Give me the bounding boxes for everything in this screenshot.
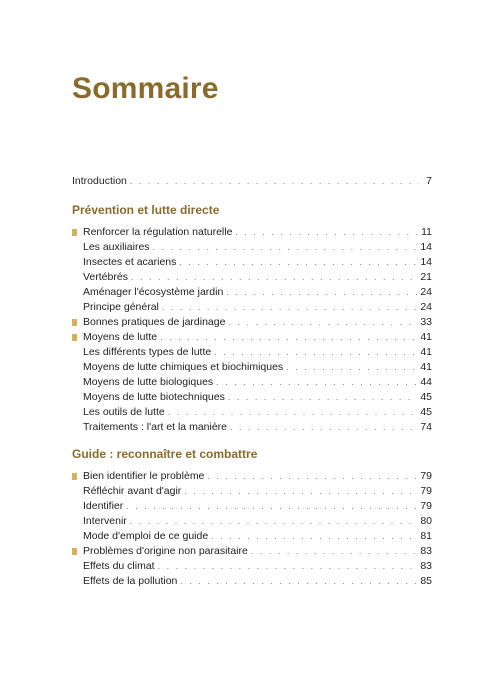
toc-entry-page: 83 bbox=[420, 560, 432, 572]
dot-leader bbox=[228, 390, 417, 405]
page-title: Sommaire bbox=[72, 72, 219, 106]
toc-entry-page: 44 bbox=[420, 376, 432, 388]
toc-entry-page: 41 bbox=[420, 331, 432, 343]
dot-leader bbox=[184, 484, 417, 499]
dot-leader bbox=[179, 255, 417, 270]
toc-entry[interactable] bbox=[72, 345, 432, 360]
toc-entry[interactable] bbox=[72, 559, 432, 574]
toc-entry-page: 33 bbox=[420, 316, 432, 328]
toc-entry-label: Traitements : l'art et la manière bbox=[83, 421, 228, 433]
dot-leader bbox=[251, 544, 417, 559]
toc-entry-page: 24 bbox=[420, 286, 432, 298]
toc-entry[interactable] bbox=[72, 225, 432, 240]
toc-entry-label: Insectes et acariens bbox=[83, 256, 177, 268]
toc-entry-label: Moyens de lutte bbox=[83, 331, 158, 343]
section-heading: Prévention et lutte directe bbox=[72, 203, 220, 217]
toc-entry[interactable] bbox=[72, 405, 432, 420]
dot-leader bbox=[158, 559, 418, 574]
toc-entry-label: Principe général bbox=[83, 301, 159, 313]
dot-leader bbox=[160, 330, 417, 345]
square-bullet-icon bbox=[72, 473, 77, 480]
toc-entry-page: 79 bbox=[420, 485, 432, 497]
square-bullet-icon bbox=[72, 319, 77, 326]
toc-entry-page: 41 bbox=[420, 346, 432, 358]
toc-entry-page: 45 bbox=[420, 406, 432, 418]
dot-leader bbox=[162, 300, 417, 315]
toc-entry[interactable] bbox=[72, 360, 432, 375]
square-bullet-icon bbox=[72, 334, 77, 341]
toc-entry-page: 24 bbox=[420, 301, 432, 313]
toc-entry-label: Effets de la pollution bbox=[83, 575, 178, 587]
toc-entry-label: Moyens de lutte biologiques bbox=[83, 376, 214, 388]
dot-leader bbox=[228, 315, 417, 330]
dot-leader bbox=[214, 345, 417, 360]
square-bullet-icon bbox=[72, 229, 77, 236]
toc-entry-page: 79 bbox=[420, 470, 432, 482]
toc-entry-page: 81 bbox=[420, 530, 432, 542]
toc-entry-page: 14 bbox=[420, 241, 432, 253]
toc-entry[interactable] bbox=[72, 375, 432, 390]
dot-leader bbox=[207, 469, 417, 484]
toc-entry[interactable] bbox=[72, 499, 432, 514]
toc-section bbox=[72, 445, 432, 589]
dot-leader bbox=[230, 420, 417, 435]
toc-entry-label: Mode d'emploi de ce guide bbox=[83, 530, 209, 542]
toc-entry-page: 74 bbox=[420, 421, 432, 433]
dot-leader bbox=[153, 240, 418, 255]
dot-leader bbox=[226, 285, 417, 300]
toc-entry[interactable] bbox=[72, 330, 432, 345]
toc-entry-label: Effets du climat bbox=[83, 560, 155, 572]
toc-entry-page: 85 bbox=[420, 575, 432, 587]
toc-entry[interactable] bbox=[72, 574, 432, 589]
toc-entry[interactable] bbox=[72, 484, 432, 499]
toc-entry-label: Bien identifier le problème bbox=[83, 470, 205, 482]
toc-entry-label: Les outils de lutte bbox=[83, 406, 165, 418]
dot-leader bbox=[131, 270, 417, 285]
toc-entry[interactable] bbox=[72, 390, 432, 405]
square-bullet-icon bbox=[72, 548, 77, 555]
toc-entry-label: Vertébrés bbox=[83, 271, 128, 283]
toc-entry-page: 21 bbox=[420, 271, 432, 283]
toc-entry[interactable] bbox=[72, 315, 432, 330]
toc-entry-label: Bonnes pratiques de jardinage bbox=[83, 316, 226, 328]
toc-entry[interactable] bbox=[72, 285, 432, 300]
dot-leader bbox=[211, 529, 417, 544]
toc-entry-label: Renforcer la régulation naturelle bbox=[83, 226, 233, 238]
toc-entry-label: Moyens de lutte biotechniques bbox=[83, 391, 225, 403]
dot-leader bbox=[216, 375, 417, 390]
toc-entry[interactable] bbox=[72, 544, 432, 559]
section-heading: Guide : reconnaître et combattre bbox=[72, 447, 258, 461]
dot-leader bbox=[168, 405, 418, 420]
toc-entry-label: Les différents types de lutte bbox=[83, 346, 212, 358]
toc-entry[interactable] bbox=[72, 420, 432, 435]
toc-entry-page: 79 bbox=[420, 500, 432, 512]
toc-entry-label: Moyens de lutte chimiques et biochimiques bbox=[83, 361, 284, 373]
toc-entry-label: Aménager l'écosystème jardin bbox=[83, 286, 224, 298]
toc-entry[interactable] bbox=[72, 469, 432, 484]
dot-leader bbox=[130, 514, 418, 529]
toc-entry-page: 14 bbox=[420, 256, 432, 268]
toc-entry[interactable] bbox=[72, 270, 432, 285]
toc-entry-page: 83 bbox=[420, 545, 432, 557]
toc-entry-label: Intervenir bbox=[83, 515, 127, 527]
toc-entry-page: 11 bbox=[421, 226, 432, 238]
toc-entry[interactable] bbox=[72, 514, 432, 529]
table-of-contents bbox=[72, 174, 432, 589]
toc-section bbox=[72, 201, 432, 435]
toc-entry[interactable] bbox=[72, 300, 432, 315]
dot-leader bbox=[180, 574, 417, 589]
dot-leader bbox=[286, 360, 417, 375]
toc-entry[interactable] bbox=[72, 240, 432, 255]
toc-entry-page: 41 bbox=[420, 361, 432, 373]
toc-entry-label: Problèmes d'origine non parasitaire bbox=[83, 545, 248, 557]
toc-entry-label: Les auxiliaires bbox=[83, 241, 150, 253]
dot-leader bbox=[126, 499, 417, 514]
toc-entry-introduction[interactable] bbox=[72, 174, 432, 189]
toc-entry-page: 80 bbox=[420, 515, 432, 527]
toc-entry-page: 45 bbox=[420, 391, 432, 403]
toc-entry-label: Introduction bbox=[72, 175, 127, 187]
dot-leader bbox=[235, 225, 418, 240]
toc-entry-page: 7 bbox=[426, 175, 432, 187]
dot-leader bbox=[130, 174, 419, 189]
toc-entry-label: Identifier bbox=[83, 500, 124, 512]
toc-entry[interactable] bbox=[72, 255, 432, 270]
toc-entry-label: Réfléchir avant d'agir bbox=[83, 485, 182, 497]
toc-entry[interactable] bbox=[72, 529, 432, 544]
